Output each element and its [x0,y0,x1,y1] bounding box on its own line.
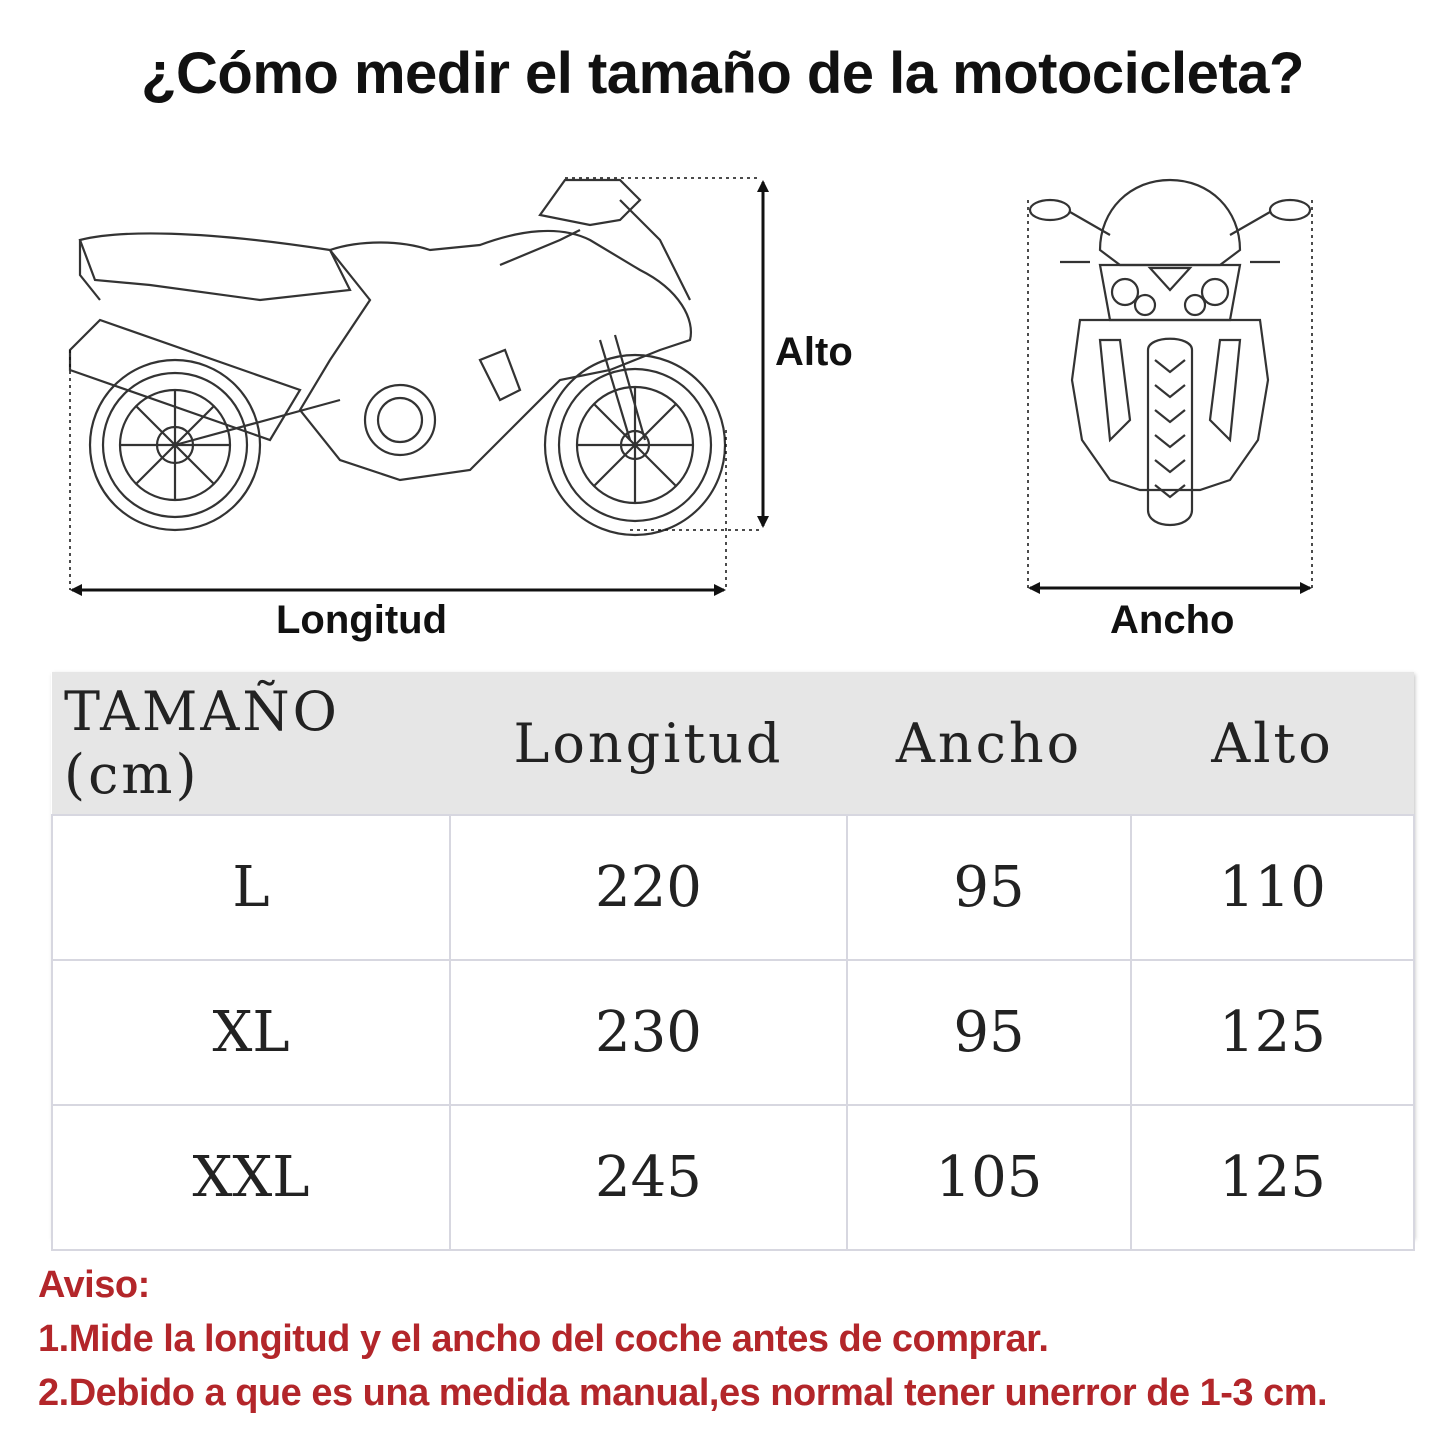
table-row [52,960,1414,1105]
header-width: Ancho [847,672,1131,815]
header-size: TAMAÑO (cm) [52,672,450,815]
width-cell: 95 [847,960,1131,1105]
header-height: Alto [1131,672,1414,815]
header-length: Longitud [450,672,847,815]
width-dimension [1028,200,1312,588]
length-cell: 220 [450,815,847,960]
table-header-row [52,672,1414,815]
width-cell: 95 [847,815,1131,960]
length-cell: 230 [450,960,847,1105]
size-cell: L [52,815,450,960]
notice-item: 1.Mide la longitud y el ancho del coche antes de comprar. [38,1318,1049,1360]
height-label: Alto [775,330,853,374]
height-cell: 110 [1131,815,1414,960]
height-cell: 125 [1131,1105,1414,1250]
size-cell: XL [52,960,450,1105]
motorcycle-side-icon [70,180,725,535]
table-row [52,1105,1414,1250]
length-cell: 245 [450,1105,847,1250]
measurement-diagram [0,0,1445,660]
page-title: ¿Cómo medir el tamaño de la motocicleta? [141,41,1304,106]
notice-block [38,1258,1327,1420]
size-cell: XXL [52,1105,450,1250]
height-dimension [565,178,763,530]
height-cell: 125 [1131,960,1414,1105]
table-row [52,815,1414,960]
notice-heading: Aviso: [38,1264,150,1306]
notice-item: 2.Debido a que es una medida manual,es normal tener unerror de 1-3 cm. [38,1372,1328,1414]
length-label: Longitud [276,598,448,642]
motorcycle-front-icon [1030,180,1310,525]
width-cell: 105 [847,1105,1131,1250]
width-label: Ancho [1110,598,1235,642]
size-table [51,672,1413,1238]
